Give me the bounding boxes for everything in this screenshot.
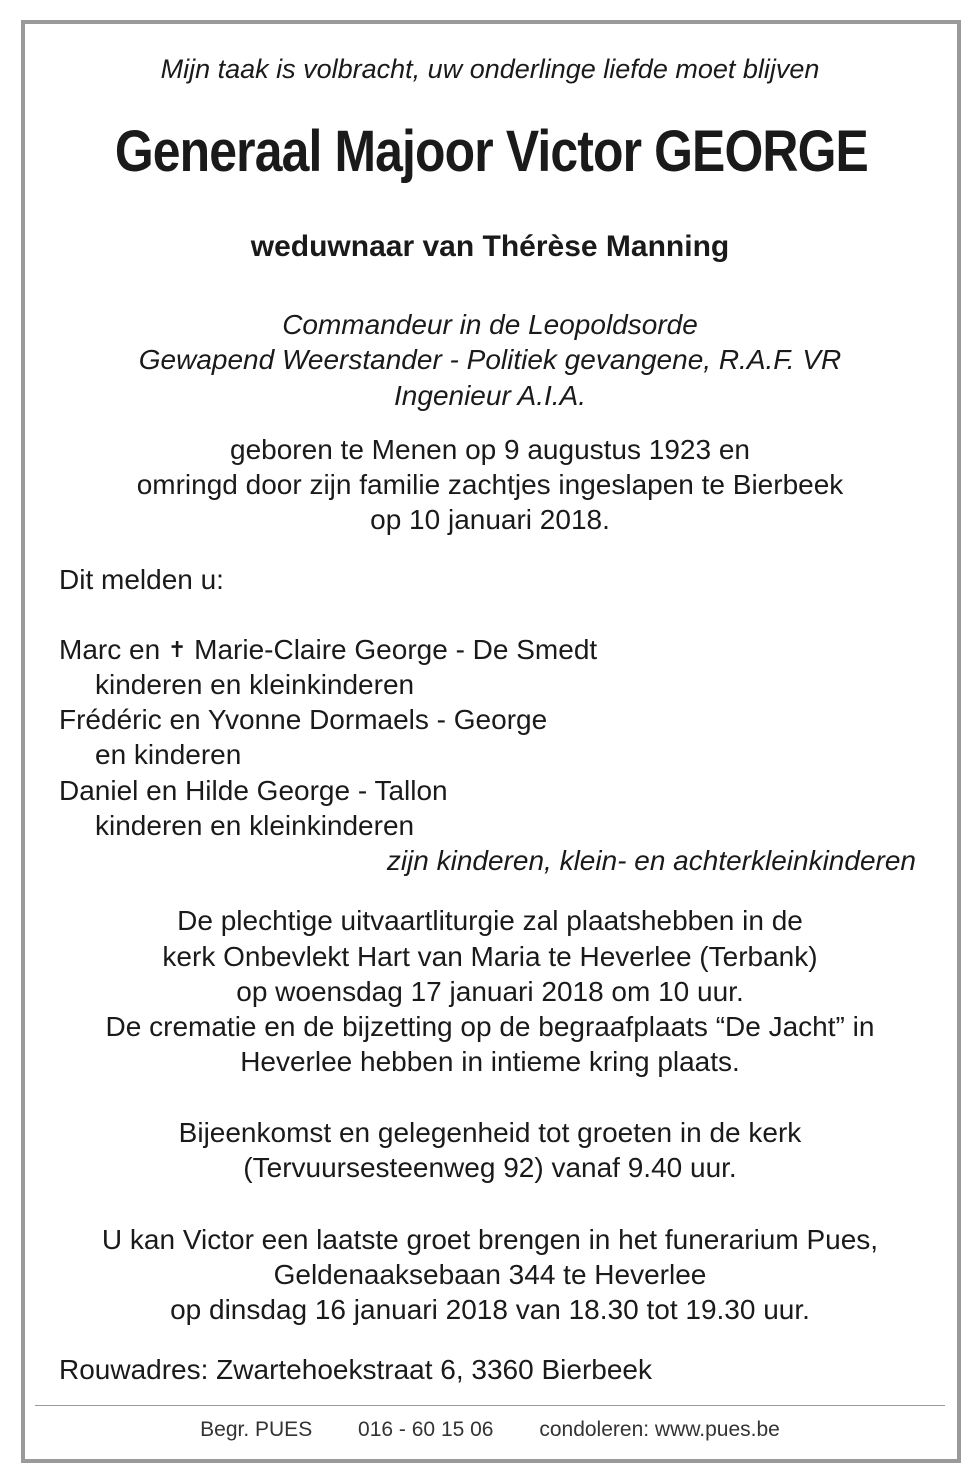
family-line-2-sub: en kinderen	[95, 739, 242, 770]
family-line-1-before: Marc en	[59, 634, 161, 665]
deceased-name: Generaal Majoor Victor GEORGE	[114, 119, 868, 184]
widower-line: weduwnaar van Thérèse Manning	[250, 230, 730, 263]
motto: Mijn taak is volbracht, uw onderlinge liefde moet blijven	[160, 54, 820, 84]
family-closing: zijn kinderen, klein- en achterkleinkinderen	[386, 845, 916, 876]
visit-line: Geldenaaksebaan 344 te Heverlee	[273, 1259, 707, 1290]
funeral-line: kerk Onbevlekt Hart van Maria te Heverlee (Terbank)	[162, 941, 818, 972]
honor-line: Ingenieur A.I.A.	[394, 380, 586, 411]
birth-death-line: op 10 januari 2018.	[370, 504, 610, 535]
family-line-1-after: Marie-Claire George - De Smedt	[194, 634, 598, 665]
birth-death-line: geboren te Menen op 9 augustus 1923 en	[230, 434, 750, 465]
cross-icon: ✝	[167, 637, 187, 662]
footer-divider	[35, 1405, 945, 1406]
gathering-line: Bijeenkomst en gelegenheid tot groeten in de kerk	[178, 1117, 802, 1148]
footer	[0, 1418, 980, 1442]
visit-line: op dinsdag 16 januari 2018 van 18.30 tot 19.30 uur.	[170, 1294, 810, 1325]
footer-condolences-link[interactable]: condoleren: www.pues.be	[539, 1418, 780, 1441]
announce-intro: Dit melden u:	[59, 564, 224, 595]
birth-death-line: omringd door zijn familie zachtjes ingeslapen te Bierbeek	[136, 469, 844, 500]
family-line-3-sub: kinderen en kleinkinderen	[95, 810, 415, 841]
gathering-line: (Tervuursesteenweg 92) vanaf 9.40 uur.	[243, 1152, 737, 1183]
family-line-1	[59, 634, 597, 666]
footer-undertaker: Begr. PUES	[200, 1418, 313, 1441]
funeral-line: De crematie en de bijzetting op de begraafplaats “De Jacht” in	[105, 1011, 875, 1042]
visit-line: U kan Victor een laatste groet brengen in het funerarium Pues,	[101, 1224, 879, 1255]
funeral-line: op woensdag 17 januari 2018 om 10 uur.	[236, 976, 744, 1007]
funeral-line: De plechtige uitvaartliturgie zal plaatshebben in de	[177, 905, 803, 936]
footer-phone: 016 - 60 15 06	[358, 1418, 494, 1441]
family-line-3: Daniel en Hilde George - Tallon	[59, 775, 448, 806]
mourning-address: Rouwadres: Zwartehoekstraat 6, 3360 Bierbeek	[59, 1354, 652, 1385]
family-line-1-sub: kinderen en kleinkinderen	[95, 669, 415, 700]
family-line-2: Frédéric en Yvonne Dormaels - George	[59, 704, 548, 735]
funeral-line: Heverlee hebben in intieme kring plaats.	[240, 1046, 740, 1077]
honor-line: Gewapend Weerstander - Politiek gevangene, R.A.F. VR	[138, 344, 842, 375]
honor-line: Commandeur in de Leopoldsorde	[282, 309, 698, 340]
